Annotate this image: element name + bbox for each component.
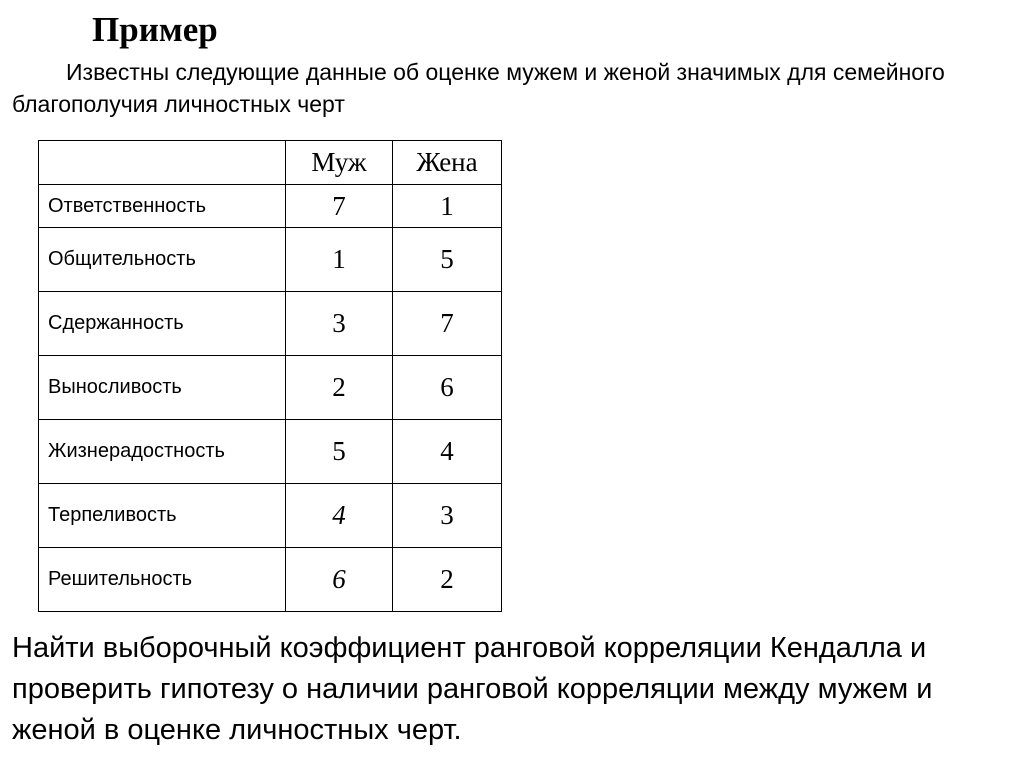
zhena-value: 2 (393, 548, 502, 612)
muzh-value: 3 (286, 292, 393, 356)
zhena-value: 6 (393, 356, 502, 420)
table-row (39, 484, 502, 548)
intro-text: Известны следующие данные об оценке мужем и женой значимых для семейного благополучия личностных черт (12, 59, 945, 117)
table-row (39, 228, 502, 292)
table-row (39, 356, 502, 420)
row-label: Жизнерадостность (39, 420, 286, 484)
zhena-value: 7 (393, 292, 502, 356)
muzh-value: 4 (286, 484, 393, 548)
header-zhena: Жена (393, 141, 502, 185)
ranking-table (38, 140, 502, 612)
slide-title: Пример (92, 10, 218, 49)
muzh-value: 7 (286, 185, 393, 228)
table-row (39, 548, 502, 612)
row-label: Терпеливость (39, 484, 286, 548)
task-text: Найти выборочный коэффициент ранговой корреляции Кендалла и проверить гипотезу о наличии ранговой корреляции между мужем и женой в оценке личностных черт. (12, 632, 933, 746)
zhena-value: 4 (393, 420, 502, 484)
muzh-value: 5 (286, 420, 393, 484)
row-label: Выносливость (39, 356, 286, 420)
table-row (39, 185, 502, 228)
muzh-value: 1 (286, 228, 393, 292)
row-label: Решительность (39, 548, 286, 612)
zhena-value: 5 (393, 228, 502, 292)
header-corner-cell (39, 141, 286, 185)
muzh-value: 6 (286, 548, 393, 612)
table-row (39, 292, 502, 356)
row-label: Общительность (39, 228, 286, 292)
table-row (39, 420, 502, 484)
muzh-value: 2 (286, 356, 393, 420)
zhena-value: 3 (393, 484, 502, 548)
row-label: Ответственность (39, 185, 286, 228)
header-muzh: Муж (286, 141, 393, 185)
row-label: Сдержанность (39, 292, 286, 356)
table-header-row (39, 141, 502, 185)
zhena-value: 1 (393, 185, 502, 228)
